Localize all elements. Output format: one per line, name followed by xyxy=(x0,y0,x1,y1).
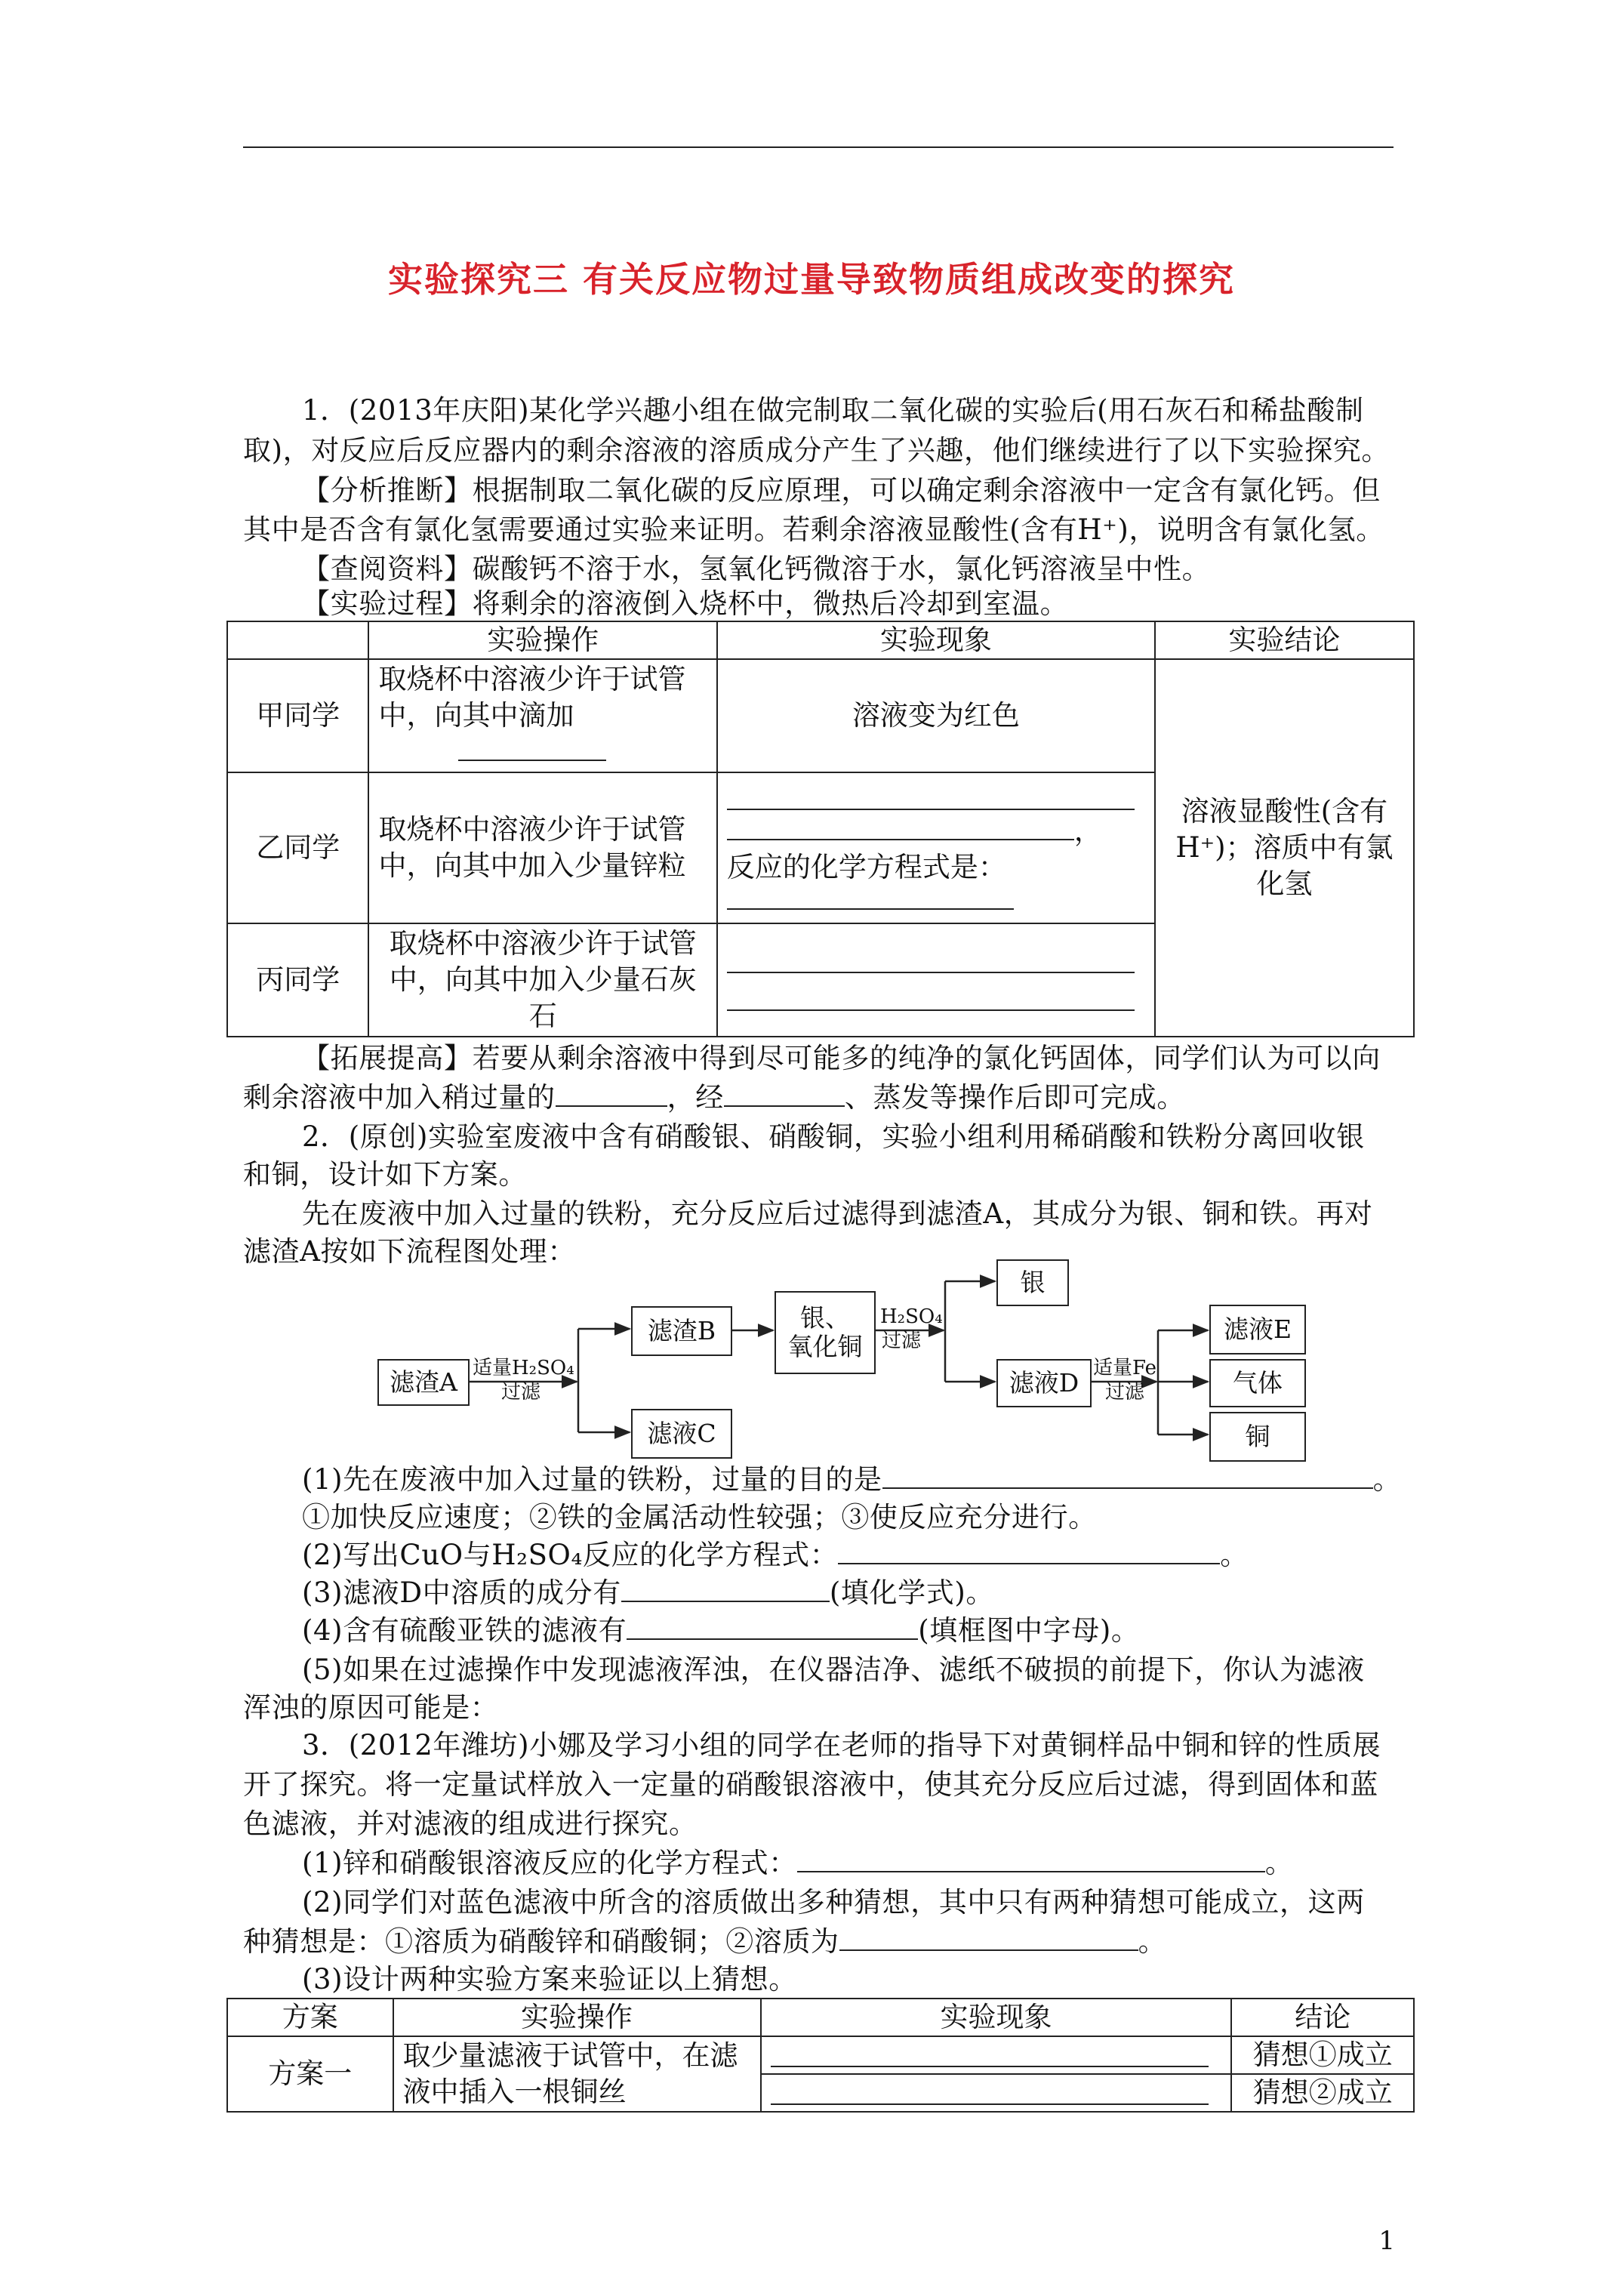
q1-row-bing-phenomenon xyxy=(717,923,1155,1037)
flow-box-slag-a: 滤渣A xyxy=(377,1359,470,1406)
flow-box-silver: 银 xyxy=(996,1259,1069,1306)
q1-row-bing-name: 丙同学 xyxy=(227,923,368,1037)
q1-reference-data: 【查阅资料】碳酸钙不溶于水，氢氧化钙微溶于水，氯化钙溶液呈中性。 xyxy=(302,553,1211,585)
q3-header-conclusion: 结论 xyxy=(1231,1999,1414,2036)
q1-row-yi-name: 乙同学 xyxy=(227,772,368,923)
q1-intro-line1: 1．(2013年庆阳)某化学兴趣小组在做完制取二氧化碳的实验后(用石灰石和稀盐酸制 xyxy=(302,394,1364,427)
q2-pre-line2: 滤渣A按如下流程图处理： xyxy=(243,1235,576,1268)
flow-box-copper: 铜 xyxy=(1209,1412,1306,1462)
q2-sub1-options: ①加快反应速度；②铁的金属活动性较强；③使反应充分进行。 xyxy=(302,1501,1097,1533)
page-title: 实验探究三 有关反应物过量导致物质组成改变的探究 xyxy=(387,259,1235,300)
q3-intro-line2: 开了探究。将一定量试样放入一定量的硝酸银溶液中，使其充分反应后过滤，得到固体和蓝 xyxy=(243,1768,1378,1801)
answer-blank[interactable] xyxy=(839,1927,1138,1951)
flow-label-filter-3: 过滤 xyxy=(1105,1381,1145,1404)
q1-experiment-table xyxy=(226,621,1415,1037)
q1-analysis-line1: 【分析推断】根据制取二氧化碳的反应原理，可以确定剩余溶液中一定含有氯化钙。但 xyxy=(302,474,1381,507)
answer-blank[interactable] xyxy=(838,1540,1220,1564)
q3-sub1: (1)锌和硝酸银溶液反应的化学方程式： 。 xyxy=(302,1847,1294,1879)
q3-header-plan: 方案 xyxy=(227,1999,393,2036)
flow-box-gas: 气体 xyxy=(1209,1359,1306,1407)
q3-plan-one: 方案一 xyxy=(227,2036,393,2112)
page-number: 1 xyxy=(1378,2226,1395,2256)
header-rule xyxy=(243,146,1394,148)
q2-sub5-line1: (5)如果在过滤操作中发现滤液浑浊，在仪器洁净、滤纸不破损的前提下，你认为滤液 xyxy=(302,1653,1365,1686)
flow-box-liquid-d: 滤液D xyxy=(996,1359,1092,1407)
answer-blank[interactable] xyxy=(797,1848,1265,1872)
q2-intro-line2: 和铜，设计如下方案。 xyxy=(243,1158,527,1191)
answer-blank[interactable] xyxy=(727,886,1014,910)
q3-sub3: (3)设计两种实验方案来验证以上猜想。 xyxy=(302,1963,797,1996)
flow-label-filter-2: 过滤 xyxy=(882,1330,922,1352)
answer-blank[interactable] xyxy=(727,949,1135,973)
flow-box-liquid-c: 滤液C xyxy=(631,1409,732,1459)
flow-box-slag-b: 滤渣B xyxy=(631,1306,732,1356)
q2-sub3: (3)滤液D中溶质的成分有 (填化学式)。 xyxy=(302,1576,994,1609)
answer-blank[interactable] xyxy=(771,2081,1209,2105)
q2-sub1: (1)先在废液中加入过量的铁粉，过量的目的是 。 xyxy=(302,1463,1402,1496)
q1-row-jia-phenomenon: 溶液变为红色 xyxy=(717,659,1155,772)
q3-sub2-line2: 种猜想是：①溶质为硝酸锌和硝酸铜；②溶质为 。 xyxy=(243,1925,1167,1958)
flow-box-liquid-e: 滤液E xyxy=(1209,1305,1306,1354)
flow-label-h2so4: H₂SO₄ xyxy=(880,1305,943,1328)
q2-intro-line1: 2．(原创)实验室废液中含有硝酸银、硝酸铜，实验小组利用稀硝酸和铁粉分离回收银 xyxy=(302,1120,1365,1153)
q1-row-bing-operation: 取烧杯中溶液少许于试管 中，向其中加入少量石灰 石 xyxy=(368,923,716,1037)
q3-conclusion-1: 猜想①成立 xyxy=(1231,2036,1414,2074)
answer-blank[interactable] xyxy=(727,816,1074,840)
answer-blank[interactable] xyxy=(727,786,1135,810)
answer-blank[interactable] xyxy=(556,1083,667,1107)
q1-row-jia-operation: 取烧杯中溶液少许于试管 中，向其中滴加 xyxy=(368,659,716,772)
answer-blank[interactable] xyxy=(771,2043,1209,2067)
q2-sub5-line2: 浑浊的原因可能是： xyxy=(243,1691,499,1724)
answer-blank[interactable] xyxy=(724,1083,845,1107)
q1-analysis-line2: 其中是否含有氯化氢需要通过实验来证明。若剩余溶液显酸性(含有H⁺)，说明含有氯化氢。 xyxy=(243,513,1384,546)
answer-blank[interactable] xyxy=(727,987,1135,1011)
q1-row-yi-operation: 取烧杯中溶液少许于试管 中，向其中加入少量锌粒 xyxy=(368,772,716,923)
q1-process: 【实验过程】将剩余的溶液倒入烧杯中，微热后冷却到室温。 xyxy=(302,587,1069,620)
q3-sub2-line1: (2)同学们对蓝色滤液中所含的溶质做出多种猜想，其中只有两种猜想可能成立，这两 xyxy=(302,1886,1365,1918)
q1-extend-line1: 【拓展提高】若要从剩余溶液中得到尽可能多的纯净的氯化钙固体，同学们认为可以向 xyxy=(302,1042,1381,1074)
answer-blank[interactable] xyxy=(882,1465,1373,1489)
q3-intro-line1: 3．(2012年潍坊)小娜及学习小组的同学在老师的指导下对黄铜样品中铜和锌的性质展 xyxy=(302,1729,1381,1761)
q3-header-operation: 实验操作 xyxy=(393,1999,761,2036)
flow-label-h2so4-adequate: 适量H₂SO₄ xyxy=(473,1357,574,1379)
q3-intro-line3: 色滤液，并对滤液的组成进行探究。 xyxy=(243,1808,698,1840)
q2-sub4: (4)含有硫酸亚铁的滤液有 (填框图中字母)。 xyxy=(302,1614,1140,1647)
q3-phenomenon-2 xyxy=(761,2074,1232,2112)
q1-conclusion-cell: 溶液显酸性(含有 H⁺)；溶质中有氯 化氢 xyxy=(1155,659,1414,1037)
q3-plan-one-operation: 取少量滤液于试管中，在滤 液中插入一根铜丝 xyxy=(393,2036,761,2112)
q1-intro-line2: 取)，对反应后反应器内的剩余溶液的溶质成分产生了兴趣，他们继续进行了以下实验探究。 xyxy=(243,434,1390,467)
q3-header-phenomenon: 实验现象 xyxy=(761,1999,1232,2036)
q2-sub2: (2)写出CuO与H₂SO₄反应的化学方程式： 。 xyxy=(302,1539,1249,1571)
q3-phenomenon-1 xyxy=(761,2036,1232,2074)
q1-header-operation: 实验操作 xyxy=(368,621,716,659)
q1-header-conclusion: 实验结论 xyxy=(1155,621,1414,659)
q3-conclusion-2: 猜想②成立 xyxy=(1231,2074,1414,2112)
answer-blank[interactable] xyxy=(458,737,606,761)
flow-label-filter-1: 过滤 xyxy=(501,1381,541,1404)
q1-row-yi-phenomenon: ， 反应的化学方程式是： xyxy=(717,772,1155,923)
q1-extend-line2: 剩余溶液中加入稍过量的 ，经 、蒸发等操作后即可完成。 xyxy=(243,1081,1186,1114)
q2-pre-line1: 先在废液中加入过量的铁粉，充分反应后过滤得到滤渣A，其成分为银、铜和铁。再对 xyxy=(302,1197,1373,1230)
flow-label-fe-adequate: 适量Fe xyxy=(1093,1357,1157,1379)
flow-box-silver-copper-oxide: 银、 氧化铜 xyxy=(775,1291,876,1374)
q1-row-jia-name: 甲同学 xyxy=(227,659,368,772)
q1-header-phenomenon: 实验现象 xyxy=(717,621,1155,659)
q3-plan-table xyxy=(226,1998,1415,2113)
answer-blank[interactable] xyxy=(627,1616,918,1640)
answer-blank[interactable] xyxy=(621,1578,830,1602)
